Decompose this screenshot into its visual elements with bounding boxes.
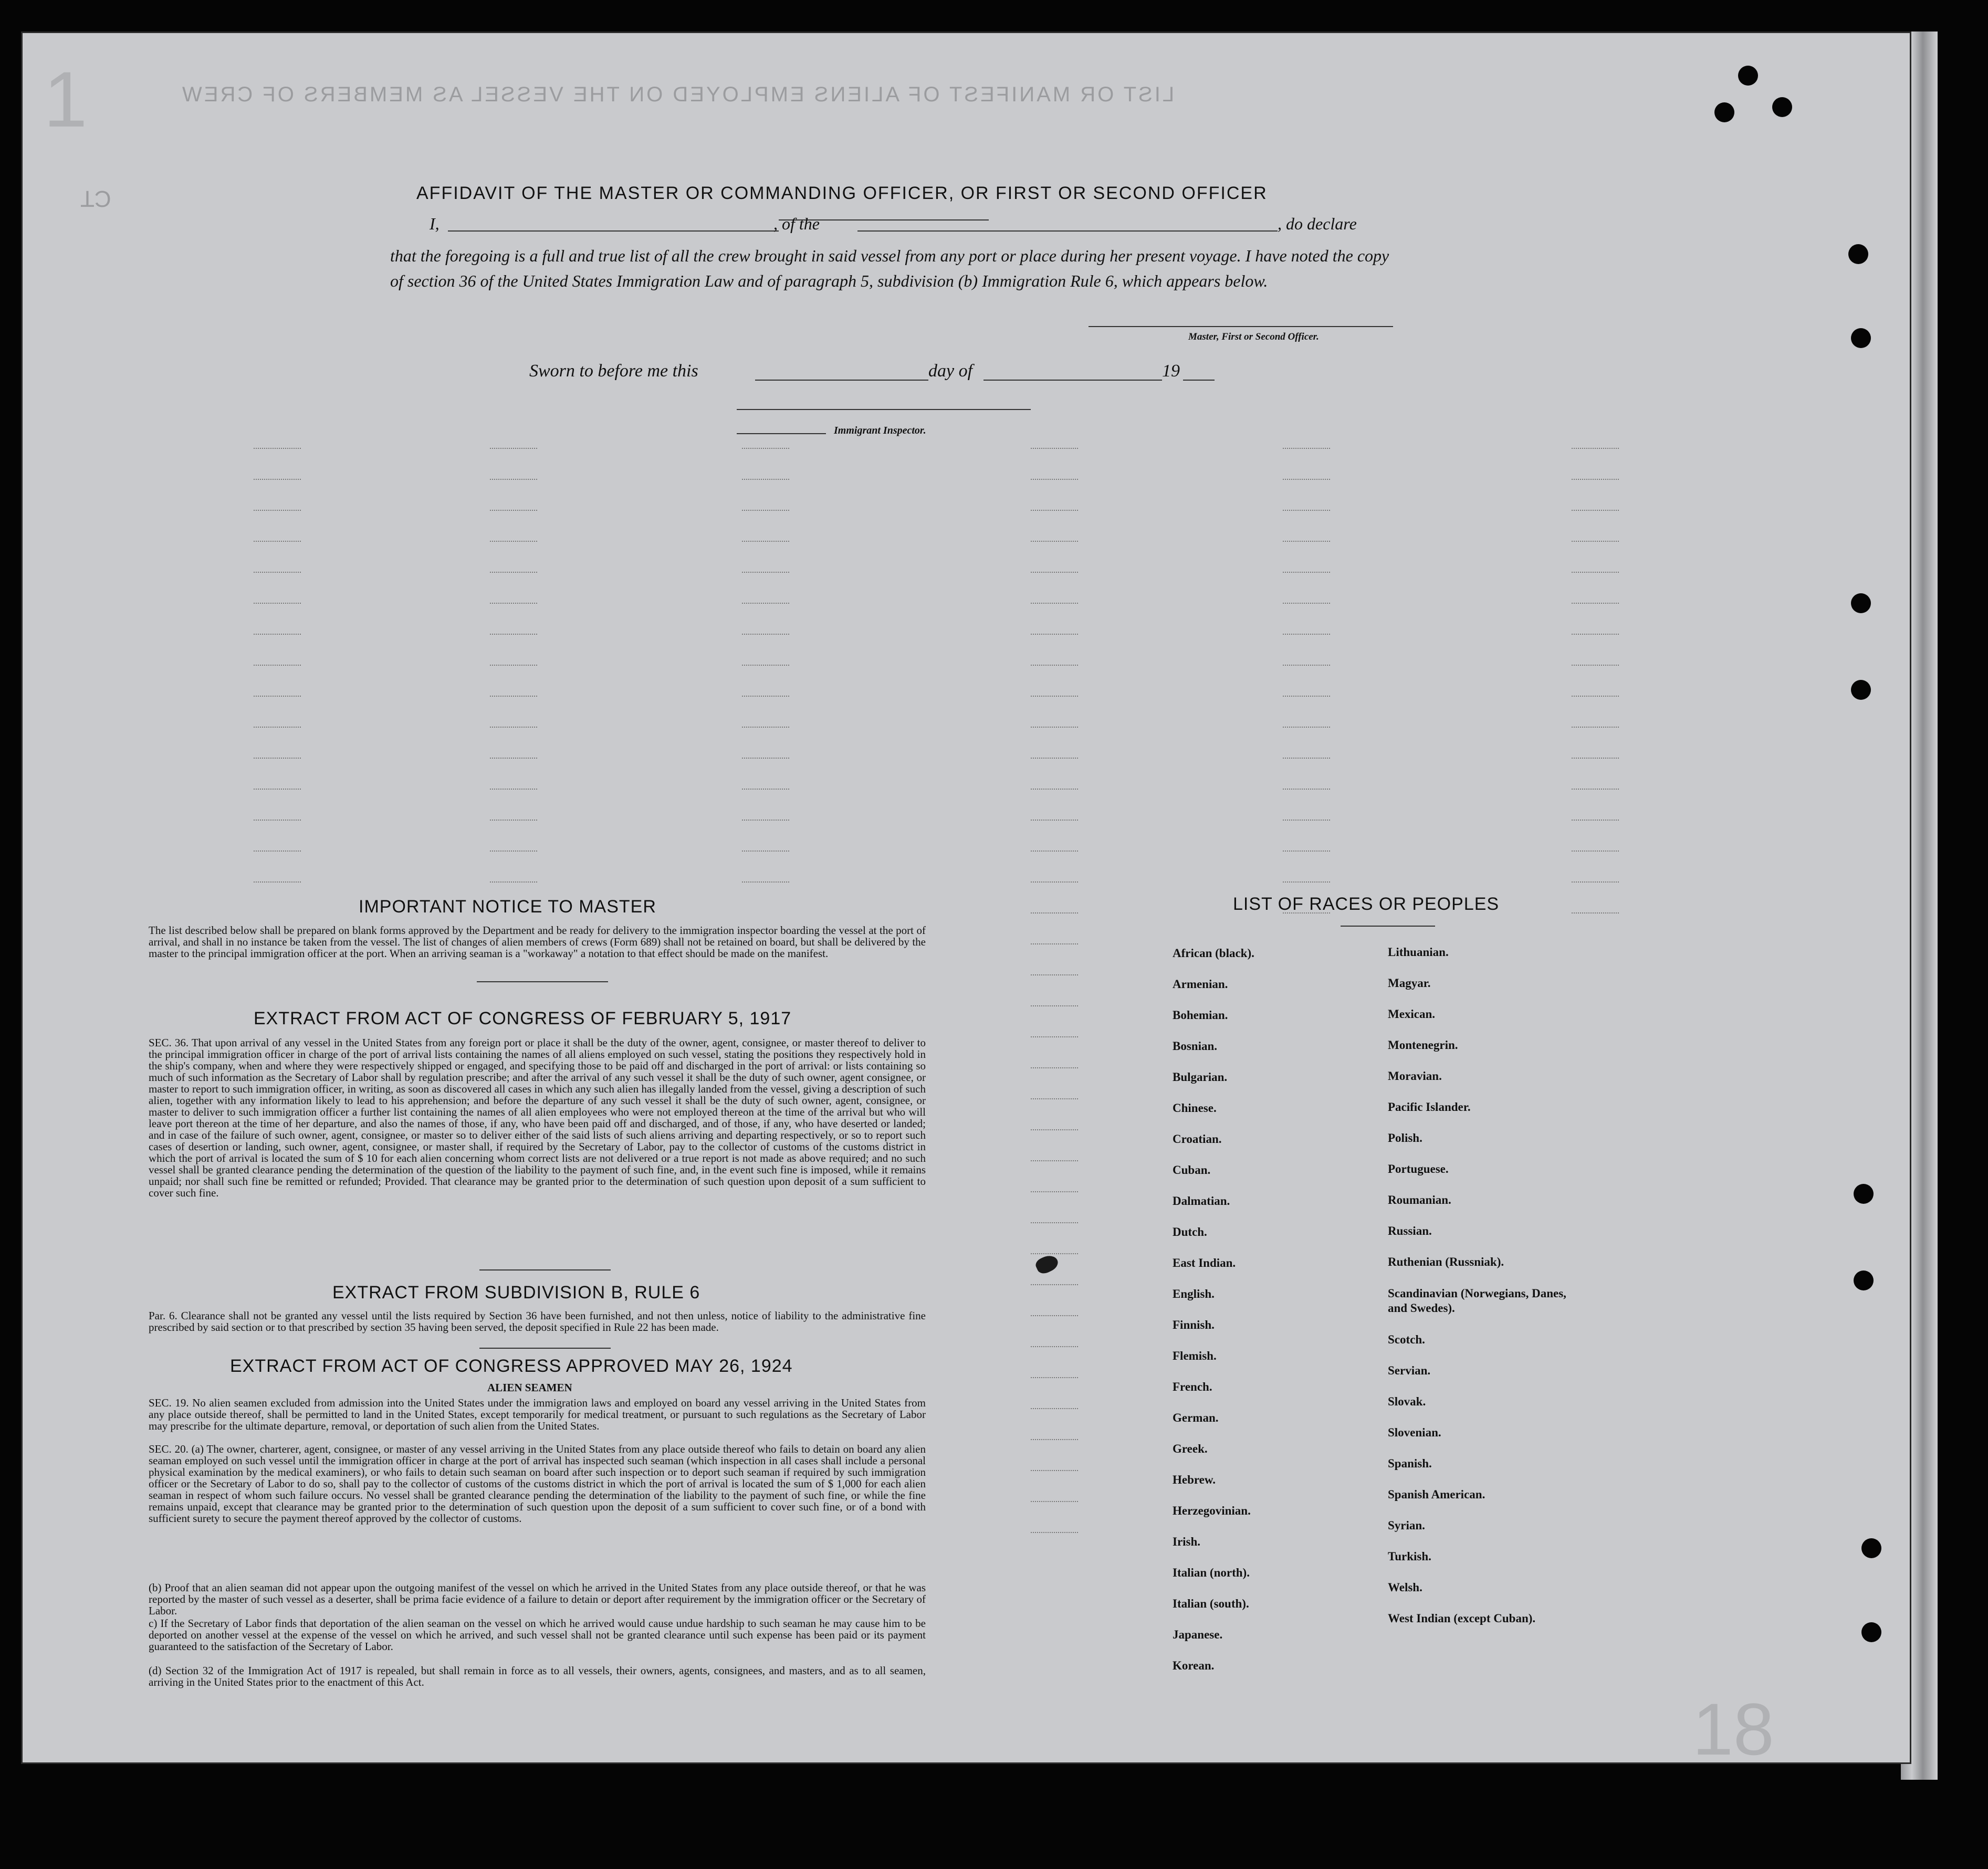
inspector-signature-line[interactable] <box>737 409 1031 410</box>
guide-dash <box>1031 1532 1078 1533</box>
guide-dash <box>1572 634 1619 635</box>
guide-dash <box>1031 881 1078 883</box>
affidavit-do-declare: , do declare <box>1278 214 1357 233</box>
guide-dash <box>490 727 537 728</box>
race-item: East Indian. <box>1173 1256 1236 1269</box>
guide-dash <box>1031 448 1078 449</box>
race-item: Dalmatian. <box>1173 1194 1230 1208</box>
race-item: Italian (north). <box>1173 1566 1250 1579</box>
guide-dash <box>1031 1129 1078 1130</box>
guide-dash <box>1283 820 1330 821</box>
guide-dash <box>490 572 537 573</box>
guide-dash <box>254 479 301 480</box>
guide-dash <box>490 510 537 511</box>
guide-dash <box>742 572 789 573</box>
race-item: Syrian. <box>1388 1519 1425 1532</box>
guide-dash <box>1283 758 1330 759</box>
guide-dash <box>742 789 789 790</box>
manifest-back-page <box>21 32 1911 1770</box>
race-item: Croatian. <box>1173 1132 1222 1146</box>
guide-dash <box>1031 727 1078 728</box>
ink-blot <box>1034 1253 1061 1276</box>
guide-dash <box>1283 572 1330 573</box>
race-item: West Indian (except Cuban). <box>1388 1612 1536 1625</box>
race-item: Polish. <box>1388 1131 1422 1144</box>
guide-dash <box>490 665 537 666</box>
extract-rule6-text: Par. 6. Clearance shall not be granted any vessel until the lists required by Section 36 have been furnished, and not then unless, notice of liability to the administrative fine prescribed by said section or to that prescribed by section 35 having been served, the deposit specified in Rule 22 has been made. <box>149 1309 926 1334</box>
guide-dash <box>1031 510 1078 511</box>
guide-dash <box>490 881 537 883</box>
race-item: Irish. <box>1173 1535 1201 1548</box>
race-item: Greek. <box>1173 1442 1208 1455</box>
guide-dash <box>1031 1439 1078 1440</box>
race-item: Bulgarian. <box>1173 1070 1228 1084</box>
guide-dash <box>1283 696 1330 697</box>
race-item: Bosnian. <box>1173 1040 1218 1053</box>
race-item: Korean. <box>1173 1659 1215 1672</box>
race-item: Servian. <box>1388 1364 1431 1377</box>
affidavit-statement: that the foregoing is a full and true list of all the crew brought in said vessel from any port or place during her present voyage. I have noted the copy of section 36 of the United States Immigration Law and of paragraph 5, subdivision (b) Immigration Rule 6, which appears below. <box>390 246 1389 290</box>
guide-dash <box>742 758 789 759</box>
guide-dash <box>1031 820 1078 821</box>
race-item: Cuban. <box>1173 1163 1211 1177</box>
affidavit-i: I, <box>430 214 440 233</box>
guide-dash <box>1572 510 1619 511</box>
sworn-day-line[interactable] <box>755 380 928 381</box>
guide-dash <box>1031 1160 1078 1161</box>
guide-dash <box>1031 665 1078 666</box>
guide-dash <box>1031 1315 1078 1316</box>
section-20a-text: SEC. 20. (a) The owner, charterer, agent, consignee, or master of any vessel arriving in the United States from any place outside thereof who fails to detain on board any alien seaman employed on such vessel until the immigration officer in charge at the port of arrival has inspected such seaman (which inspection in all cases shall include a personal physical examination by the medical examiners), or who fails to detain such seaman on board after such inspection or to deport such seaman if required by such immigration officer or the Secretary of Labor to do so, shall pay to the collector of customs of the customs district in which the port of arrival is located the sum of $ 1,000 for each alien seaman in respect of whom such failure occurs. No vessel shall be granted clearance pending the determination of the liability to the payment of such fine, or while the fine remains unpaid, except that clearance may be granted prior to the determination of such question upon the deposit of a sum sufficient to cover such fine, or of a bond with sufficient surety to secure the payment thereof approved by the collector of customs. <box>149 1443 926 1525</box>
punch-hole <box>1854 1270 1874 1290</box>
guide-dash <box>254 850 301 852</box>
guide-dash <box>1572 479 1619 480</box>
guide-dash <box>1283 510 1330 511</box>
punch-hole <box>1851 680 1871 700</box>
races-title-rule <box>1341 926 1435 927</box>
guide-dash <box>1572 912 1619 914</box>
race-item: Herzegovinian. <box>1173 1504 1251 1517</box>
year-prefix: 19 <box>1162 361 1180 381</box>
race-item: Montenegrin. <box>1388 1038 1458 1052</box>
bleed-through-digit: 1 <box>44 55 88 143</box>
extract-rule6-title: EXTRACT FROM SUBDIVISION B, RULE 6 <box>332 1283 700 1303</box>
extract-1924-title: EXTRACT FROM ACT OF CONGRESS APPROVED MAY 26, 1924 <box>230 1356 793 1376</box>
guide-dash <box>254 881 301 883</box>
races-title: LIST OF RACES OR PEOPLES <box>1233 894 1500 914</box>
guide-dash <box>1031 572 1078 573</box>
guide-dash <box>254 789 301 790</box>
punch-hole <box>1861 1538 1881 1558</box>
guide-dash <box>742 448 789 449</box>
guide-dash <box>254 758 301 759</box>
race-item: Spanish. <box>1388 1457 1432 1470</box>
master-name-line[interactable] <box>448 230 779 232</box>
guide-dash <box>1572 541 1619 542</box>
race-item: Scandinavian (Norwegians, Danes, and Swedes). <box>1388 1287 1566 1315</box>
race-item: Turkish. <box>1388 1550 1431 1563</box>
section-19-text: SEC. 19. No alien seamen excluded from admission into the United States under the immigration laws and employed on board any vessel arriving in the United States from any place outside thereof, shall be permitted to land in the United States, except temporarily for medical treatment, or pursuant to such regulations as the Secretary of Labor may prescribe for the ultimate departure, removal, or deportation of such alien from the United States. <box>149 1396 926 1432</box>
vessel-name-line[interactable] <box>857 230 1278 232</box>
guide-dash <box>490 634 537 635</box>
punch-hole <box>1851 593 1871 613</box>
guide-dash <box>254 820 301 821</box>
inspector-caption-rule <box>737 433 826 434</box>
inspector-caption: Immigrant Inspector. <box>834 425 926 436</box>
section-20d-text: (d) Section 32 of the Immigration Act of 1917 is repealed, but shall remain in force as to all vessels, their owners, agents, consignees, and masters, and as to all seamen, arriving in the United States prior to the enactment of this Act. <box>149 1664 926 1688</box>
guide-dash <box>490 541 537 542</box>
affidavit-of-the: , of the <box>773 214 820 233</box>
extract-1917-separator <box>479 1269 611 1270</box>
race-item: Finnish. <box>1173 1318 1215 1331</box>
guide-dash <box>1031 850 1078 852</box>
guide-dash <box>742 479 789 480</box>
guide-dash <box>1031 1408 1078 1409</box>
guide-dash <box>1031 1005 1078 1006</box>
guide-dash <box>1031 634 1078 635</box>
race-item: Hebrew. <box>1173 1473 1216 1486</box>
guide-dash <box>254 510 301 511</box>
guide-dash <box>490 696 537 697</box>
guide-dash <box>490 789 537 790</box>
guide-dash <box>254 541 301 542</box>
guide-dash <box>490 820 537 821</box>
race-item: Dutch. <box>1173 1225 1207 1238</box>
punch-hole <box>1738 66 1758 86</box>
guide-dash <box>1031 1346 1078 1347</box>
guide-dash <box>1283 665 1330 666</box>
guide-dash <box>1031 696 1078 697</box>
guide-dash <box>1572 758 1619 759</box>
race-item: Welsh. <box>1388 1581 1422 1594</box>
guide-dash <box>490 758 537 759</box>
race-item: Mexican. <box>1388 1007 1436 1021</box>
race-item: Slovak. <box>1388 1395 1426 1408</box>
race-item: Chinese. <box>1173 1101 1217 1115</box>
guide-dash <box>1572 789 1619 790</box>
guide-dash <box>490 603 537 604</box>
guide-dash <box>742 727 789 728</box>
race-item: Bohemian. <box>1173 1009 1228 1022</box>
guide-dash <box>1283 881 1330 883</box>
guide-dash <box>1031 1253 1078 1254</box>
race-item: Japanese. <box>1173 1628 1223 1641</box>
section-20b-text: (b) Proof that an alien seaman did not appear upon the outgoing manifest of the vessel on which he arrived in the United States from any place outside thereof, or that he was reported by the master of such vessel as a deserter, shall be prima facie evidence of a failure to detain or deport after requirement by the immigration officer or the Secretary of Labor. <box>149 1581 926 1617</box>
section-20c-text: c) If the Secretary of Labor finds that deportation of the alien seaman on the vessel on which he arrived would cause undue hardship to such seaman he may cause him to be deported on another vessel at the expense of the vessel on which he arrived, and such vessel shall not be granted clearance until such expense has been paid or its payment guaranteed to the satisfaction of the Secretary of Labor. <box>149 1617 926 1653</box>
race-item: Scotch. <box>1388 1333 1425 1346</box>
guide-dash <box>1283 634 1330 635</box>
guide-dash <box>490 850 537 852</box>
guide-dash <box>1572 820 1619 821</box>
sworn-month-line[interactable] <box>983 380 1162 381</box>
guide-dash <box>1031 479 1078 480</box>
guide-dash <box>1572 696 1619 697</box>
guide-dash <box>1031 789 1078 790</box>
bleed-through-header: LIST OR MANIFEST OF ALIENS EMPLOYED ON THE VESSEL AS MEMBERS OF CREW <box>180 83 1175 106</box>
guide-dash <box>254 572 301 573</box>
guide-dash <box>1031 1222 1078 1223</box>
race-item: Russian. <box>1388 1224 1432 1237</box>
race-item: Moravian. <box>1388 1069 1442 1083</box>
guide-dash <box>1572 448 1619 449</box>
guide-dash <box>1031 541 1078 542</box>
guide-dash <box>1031 603 1078 604</box>
guide-dash <box>254 603 301 604</box>
punch-hole <box>1848 244 1868 264</box>
punch-hole <box>1861 1622 1881 1642</box>
guide-dash <box>1031 1470 1078 1471</box>
guide-dash <box>1572 665 1619 666</box>
guide-dash <box>742 603 789 604</box>
guide-dash <box>490 479 537 480</box>
guide-dash <box>1283 603 1330 604</box>
guide-dash <box>1031 1098 1078 1099</box>
guide-dash <box>1031 1284 1078 1285</box>
affidavit-title: AFFIDAVIT OF THE MASTER OR COMMANDING OFFICER, OR FIRST OR SECOND OFFICER <box>416 183 1268 203</box>
race-item: Lithuanian. <box>1388 946 1449 959</box>
guide-dash <box>742 634 789 635</box>
race-item: German. <box>1173 1411 1219 1424</box>
guide-dash <box>742 510 789 511</box>
guide-dash <box>1572 850 1619 852</box>
notice-separator <box>477 981 608 982</box>
race-item: African (black). <box>1173 947 1254 960</box>
guide-dash <box>1283 789 1330 790</box>
guide-dash <box>1031 943 1078 944</box>
master-signature-line[interactable] <box>1089 326 1393 327</box>
race-item: Portuguese. <box>1388 1162 1449 1175</box>
master-signature-caption: Master, First or Second Officer. <box>1188 331 1319 342</box>
extract-rule6-separator <box>479 1348 611 1349</box>
guide-dash <box>1031 1067 1078 1068</box>
guide-dash <box>1031 1501 1078 1502</box>
guide-dash <box>1572 727 1619 728</box>
sworn-label: Sworn to before me this <box>529 361 698 381</box>
extract-1917-text: SEC. 36. That upon arrival of any vessel in the United States from any foreign port or place it shall be the duty of the owner, agent, consignee, or master thereof to deliver to the principal immigration officer in charge of the port of arrival lists containing the names of all aliens employed on such vessel, stating the positions they respectively hold in the ship's company, when and where they were respectively shipped or engaged, and specifying those to be paid off and discharged in the port of arrival: or lists containing so much of such information as the Secretary of Labor shall by regulation prescribe; and after the arrival of any such vessel it shall be the duty of such owner, agent consignee, or master to report to such immigration officer, in writing, as soon as discovered all cases in which any such alien has illegally landed from the vessel, giving a description of such alien, together with any information likely to lead to his apprehension; and before the departure of any such vessel it shall be the duty of such owner, agent, consignee, or master to deliver to such immigration officer a further list containing the names of all alien employees who were not employed thereon at the time of the arrival but who will leave port thereon at the time of her departure, and also the names of those, if any, who have been paid off and discharged, and of those, if any, who have deserted or landed; and in case of the failure of such owner, agent, consignee, or master so to deliver either of the said lists of such aliens arriving and departing respectively, or so to report such cases of desertion or landing, such owner, agent, consignee, or master shall, if required by the Secretary of Labor, pay to the collector of customs of the customs district in which the port of arrival is located the sum of $ 10 for each alien concerning whom correct lists are not delivered or a true report is not made as above required; and no such vessel shall be granted clearance pending the determination of the question of the liability to the payment of such fine, and, in the event such fine is imposed, while it remains unpaid; nor shall such fine be remitted or refunded; Provided. That clearance may be granted prior to the determination of such question upon deposit of a sum sufficient to cover such fine. <box>149 1036 926 1199</box>
guide-dash <box>1283 727 1330 728</box>
guide-dash <box>254 665 301 666</box>
guide-dash <box>1031 1036 1078 1037</box>
notice-text: The list described below shall be prepared on blank forms approved by the Department and be ready for delivery to the immigration inspector boarding the vessel at the port of arrival, and shall in no instance be taken from the vessel. The list of changes of alien members of crews (Form 689) shall not be retained on board, but shall be delivered by the master to the principal immigration officer at the port. When an arriving seaman is a "workaway" a notation to that effect should be made on the manifest. <box>149 924 926 960</box>
guide-dash <box>1031 974 1078 975</box>
guide-dash <box>742 850 789 852</box>
race-item: Italian (south). <box>1173 1597 1249 1610</box>
guide-dash <box>1031 758 1078 759</box>
guide-dash <box>1031 912 1078 914</box>
guide-dash <box>1283 479 1330 480</box>
race-item: Magyar. <box>1388 976 1431 990</box>
race-item: Pacific Islander. <box>1388 1100 1471 1114</box>
race-item: Spanish American. <box>1388 1488 1485 1501</box>
guide-dash <box>1283 850 1330 852</box>
punch-hole <box>1714 102 1734 122</box>
race-item: Flemish. <box>1173 1349 1217 1362</box>
sworn-year-line[interactable] <box>1183 380 1215 381</box>
guide-dash <box>254 448 301 449</box>
guide-dash <box>254 634 301 635</box>
guide-dash <box>1031 1377 1078 1378</box>
guide-dash <box>742 696 789 697</box>
guide-dash <box>742 820 789 821</box>
race-item: English. <box>1173 1287 1215 1300</box>
race-item: Armenian. <box>1173 978 1228 991</box>
extract-1924-subtitle: ALIEN SEAMEN <box>487 1381 572 1394</box>
punch-hole <box>1854 1184 1874 1204</box>
guide-dash <box>1283 448 1330 449</box>
punch-hole <box>1851 328 1871 348</box>
guide-dash <box>742 665 789 666</box>
guide-dash <box>1572 603 1619 604</box>
guide-dash <box>254 727 301 728</box>
extract-1917-title: EXTRACT FROM ACT OF CONGRESS OF FEBRUARY 5, 1917 <box>254 1009 792 1028</box>
guide-dash <box>1572 572 1619 573</box>
race-item: Roumanian. <box>1388 1193 1451 1206</box>
guide-dash <box>1572 881 1619 883</box>
race-item: Slovenian. <box>1388 1426 1441 1439</box>
guide-dash <box>490 448 537 449</box>
notice-title: IMPORTANT NOTICE TO MASTER <box>359 897 656 917</box>
guide-dash <box>1283 541 1330 542</box>
race-item: French. <box>1173 1380 1212 1393</box>
bleed-through-number: 18 <box>1692 1688 1774 1770</box>
day-of-label: day of <box>928 361 973 381</box>
guide-dash <box>742 881 789 883</box>
punch-hole <box>1772 97 1792 117</box>
guide-dash <box>254 696 301 697</box>
bleed-through-corner-mark: CT <box>80 186 111 212</box>
race-item: Ruthenian (Russniak). <box>1388 1255 1504 1268</box>
guide-dash <box>742 541 789 542</box>
guide-dash <box>1031 1191 1078 1192</box>
